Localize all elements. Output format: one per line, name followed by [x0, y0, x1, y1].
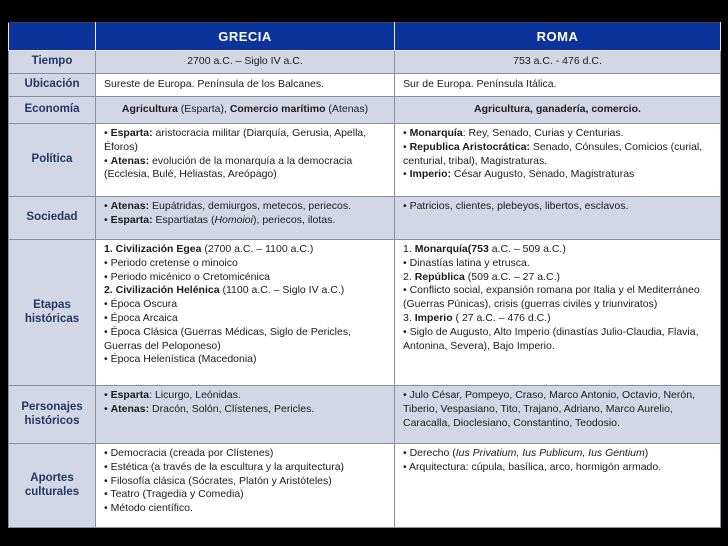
header-corner-cell — [9, 23, 96, 51]
cell-etapas-roma: 1. Monarquía(753 a.C. – 509 a.C.) • Dinastías latina y etrusca. 2. República (509 a.C. – 27 a.C.) • Conflicto social, expansión romana por Italia y el Mediterráneo (Guerras Púnicas), crisis (guerras civiles y triunviratos) 3. Imperio ( 27 a.C. – 476 d.C.) • Siglo de Augusto, Alto Imperio (dinastías Julio-Claudia, Flavia, Antonina, Severa), Bajo Imperio. — [395, 240, 721, 386]
row-label-personajes-historicos: Personajes históricos — [9, 386, 96, 444]
cell-politica-roma: • Monarquía: Rey, Senado, Curias y Centurias. • Republica Aristocrática: Senado, Cónsules, Comicios (curial, centurial, tribal), Magistraturas. • Imperio: César Augusto, Senado, Magistraturas — [395, 124, 721, 197]
row-tiempo — [9, 51, 721, 74]
cell-sociedad-grecia: • Atenas: Eupátridas, demiurgos, metecos, periecos. • Esparta: Espartiatas (Homoioi), periecos, ilotas. — [96, 197, 395, 240]
cell-tiempo-roma: 753 a.C. - 476 d.C. — [395, 51, 721, 74]
row-label-economia: Economía — [9, 97, 96, 124]
row-ubicacion — [9, 74, 721, 97]
row-label-tiempo: Tiempo — [9, 51, 96, 74]
cell-economia-grecia: Agricultura (Esparta), Comercio marítimo (Atenas) — [96, 97, 395, 124]
cell-ubicacion-grecia: Sureste de Europa. Península de los Balcanes. — [96, 74, 395, 97]
cell-aportes-grecia: • Democracia (creada por Clístenes) • Estética (a través de la escultura y la arquitectura) • Filosofía clásica (Sócrates, Platón y Aristóteles) • Teatro (Tragedia y Comedia) • Método científico. — [96, 444, 395, 528]
column-header-grecia: GRECIA — [96, 23, 395, 51]
cell-tiempo-grecia: 2700 a.C. – Siglo IV a.C. — [96, 51, 395, 74]
row-etapas-historicas — [9, 240, 721, 386]
row-personajes-historicos — [9, 386, 721, 444]
cell-economia-roma: Agricultura, ganadería, comercio. — [395, 97, 721, 124]
cell-ubicacion-roma: Sur de Europa. Península Itálica. — [395, 74, 721, 97]
row-politica — [9, 124, 721, 197]
table-header-row — [9, 23, 721, 51]
cell-etapas-grecia: 1. Civilización Egea (2700 a.C. – 1100 a.C.) • Periodo cretense o minoico • Periodo micénico o Cretomicénica 2. Civilización Helénica (1100 a.C. – Siglo IV a.C.) • Época Oscura • Época Arcaica • Época Clásica (Guerras Médicas, Siglo de Pericles, Guerras del Peloponeso) • Época Helenística (Macedonia) — [96, 240, 395, 386]
row-label-etapas-historicas: Etapas históricas — [9, 240, 96, 386]
row-sociedad — [9, 197, 721, 240]
cell-personajes-grecia: • Esparta: Licurgo, Leónidas. • Atenas: Dracón, Solón, Clístenes, Pericles. — [96, 386, 395, 444]
row-aportes-culturales — [9, 444, 721, 528]
comparison-table-grecia-roma — [8, 22, 721, 528]
row-label-sociedad: Sociedad — [9, 197, 96, 240]
row-label-aportes-culturales: Aportes culturales — [9, 444, 96, 528]
cell-aportes-roma: • Derecho (Ius Privatium, Ius Publicum, Ius Gentium) • Arquitectura: cúpula, basílica, arco, hormigón armado. — [395, 444, 721, 528]
cell-personajes-roma: • Julo César, Pompeyo, Craso, Marco Antonio, Octavio, Nerón, Tiberio, Vespasiano, Tito, Trajano, Adriano, Marco Aurelio, Caracalla, Dioclesiano, Constantino, Teodosio. — [395, 386, 721, 444]
row-economia — [9, 97, 721, 124]
cell-sociedad-roma: • Patricios, clientes, plebeyos, libertos, esclavos. — [395, 197, 721, 240]
column-header-roma: ROMA — [395, 23, 721, 51]
row-label-ubicacion: Ubicación — [9, 74, 96, 97]
cell-politica-grecia: • Esparta: aristocracia militar (Diarquía, Gerusia, Apella, Éforos) • Atenas: evolución de la monarquía a la democracia (Ecclesia, Bulé, Heliastas, Areópago) — [96, 124, 395, 197]
row-label-politica: Política — [9, 124, 96, 197]
